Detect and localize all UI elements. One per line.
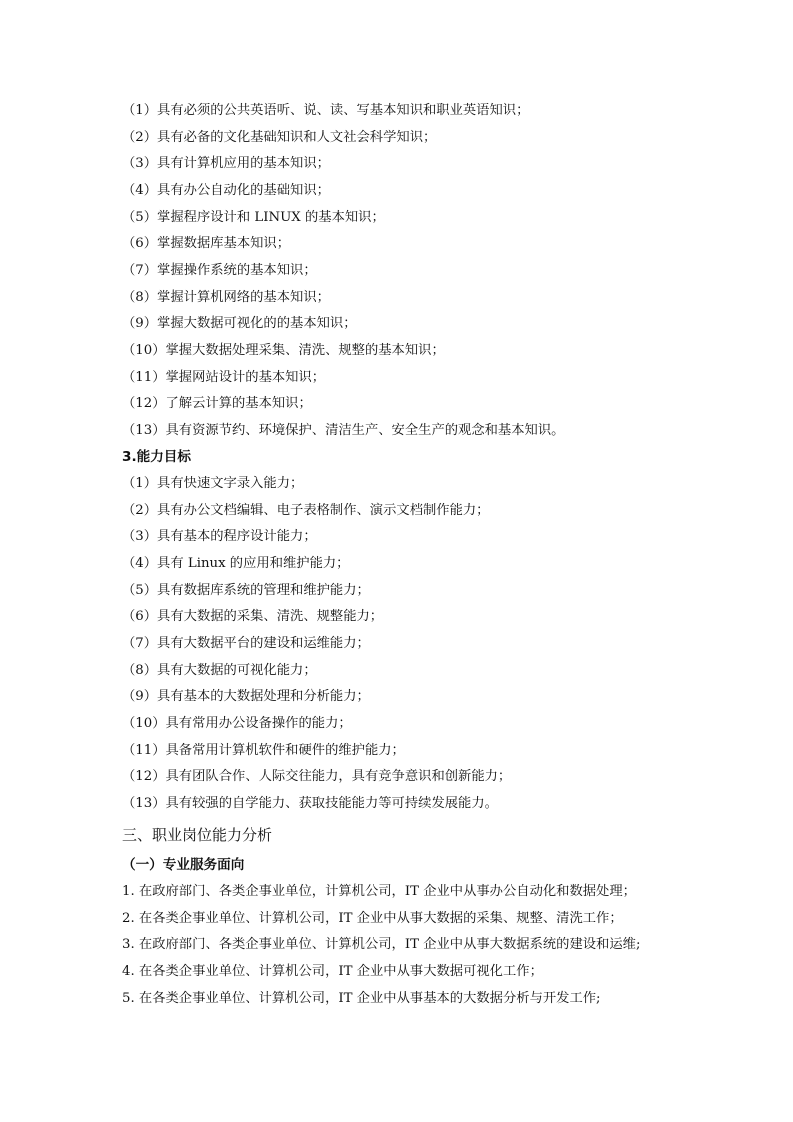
service-item: 3. 在政府部门、各类企事业单位、计算机公司，IT 企业中从事大数据系统的建设和运维; (122, 937, 641, 952)
knowledge-item: （11）掌握网站设计的基本知识； (122, 370, 326, 385)
ability-item: （9）具有基本的大数据处理和分析能力； (122, 689, 370, 704)
knowledge-item: （2）具有必备的文化基础知识和人文社会科学知识； (122, 130, 437, 145)
section-heading: 三、职业岗位能力分析 (122, 826, 273, 844)
service-item: 1. 在政府部门、各类企事业单位，计算机公司，IT 企业中从事办公自动化和数据处理； (122, 884, 636, 899)
ability-item: （4）具有 Linux 的应用和维护能力； (122, 556, 350, 571)
ability-item: （2）具有办公文档编辑、电子表格制作、演示文档制作能力； (122, 503, 490, 518)
service-item: 5. 在各类企事业单位、计算机公司，IT 企业中从事基本的大数据分析与开发工作; (122, 991, 601, 1006)
ability-item: （6）具有大数据的采集、清洗、规整能力； (122, 609, 384, 624)
ability-item: （10）具有常用办公设备操作的能力； (122, 716, 352, 731)
ability-item: （13）具有较强的自学能力、获取技能能力等可持续发展能力。 (122, 796, 498, 811)
knowledge-item: （1）具有必须的公共英语听、说、读、写基本知识和职业英语知识； (122, 103, 530, 118)
knowledge-item: （6）掌握数据库基本知识； (122, 236, 291, 251)
ability-item: （12）具有团队合作、人际交往能力，具有竞争意识和创新能力； (122, 769, 512, 784)
ability-item: （3）具有基本的程序设计能力； (122, 529, 317, 544)
ability-item: （11）具备常用计算机软件和硬件的维护能力； (122, 743, 405, 758)
ability-item: （1）具有快速文字录入能力； (122, 476, 304, 491)
ability-heading: 3.能力目标 (122, 449, 191, 465)
knowledge-item: （7）掌握操作系统的基本知识； (122, 263, 317, 278)
knowledge-item: （8）掌握计算机网络的基本知识； (122, 290, 330, 305)
ability-item: （5）具有数据库系统的管理和维护能力； (122, 583, 370, 598)
knowledge-item: （4）具有办公自动化的基础知识； (122, 183, 330, 198)
knowledge-item: （13）具有资源节约、环境保护、清洁生产、安全生产的观念和基本知识。 (122, 423, 565, 438)
knowledge-item: （5）掌握程序设计和 LINUX 的基本知识； (122, 210, 385, 225)
knowledge-item: （3）具有计算机应用的基本知识； (122, 156, 330, 171)
subsection-heading: （一）专业服务面向 (122, 857, 245, 873)
knowledge-item: （12）了解云计算的基本知识； (122, 396, 312, 411)
knowledge-item: （10）掌握大数据处理采集、清洗、规整的基本知识； (122, 343, 445, 358)
service-item: 4. 在各类企事业单位、计算机公司，IT 企业中从事大数据可视化工作； (122, 964, 543, 979)
service-item: 2. 在各类企事业单位、计算机公司，IT 企业中从事大数据的采集、规整、清洗工作； (122, 911, 623, 926)
ability-item: （7）具有大数据平台的建设和运维能力； (122, 636, 370, 651)
ability-item: （8）具有大数据的可视化能力； (122, 663, 317, 678)
knowledge-item: （9）掌握大数据可视化的的基本知识； (122, 316, 357, 331)
